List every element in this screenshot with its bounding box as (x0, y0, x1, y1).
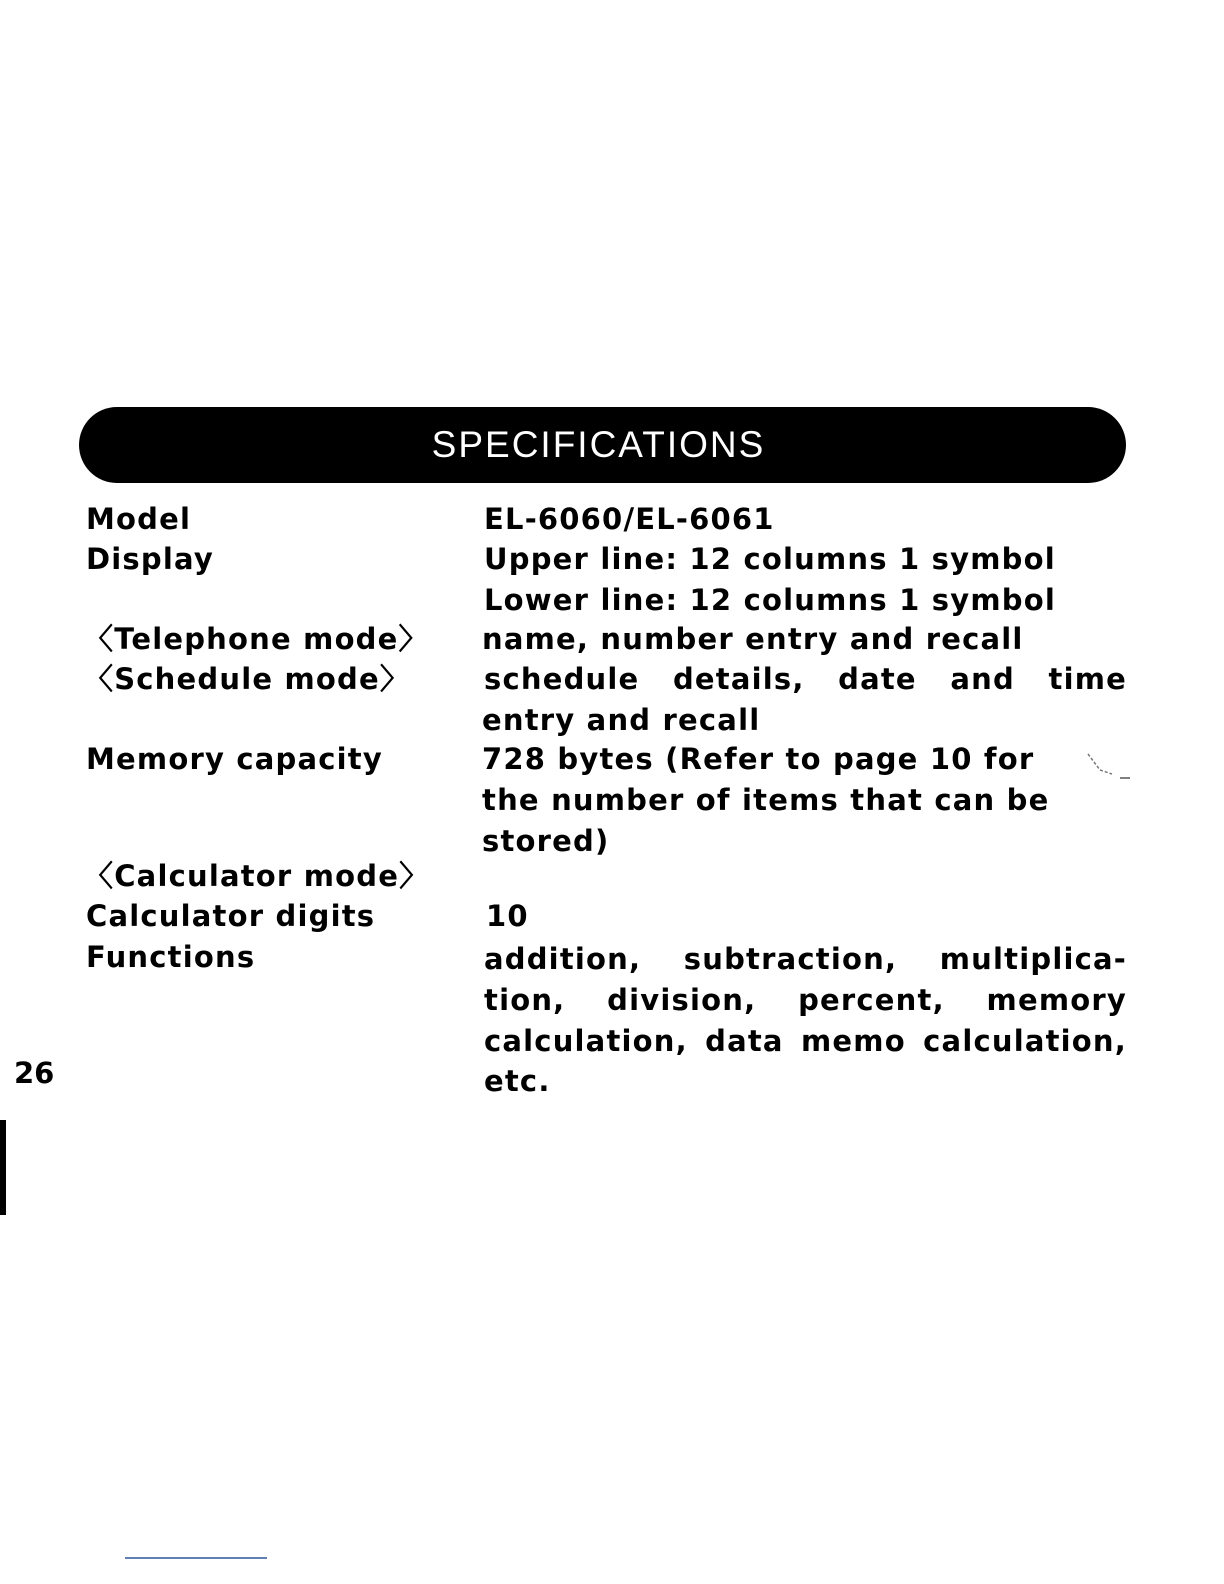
functions-value-line-2-text: tion, division, percent, memory (484, 983, 1127, 1017)
memory-capacity-label: Memory capacity (86, 742, 383, 776)
memory-capacity-value-line-3: stored) (482, 824, 610, 858)
schedule-mode-value-line-2: entry and recall (482, 703, 761, 737)
memory-capacity-value-line-2: the number of items that can be (482, 783, 1050, 817)
scan-mark (1086, 752, 1132, 782)
schedule-mode-label: 〈Schedule mode〉 (84, 662, 411, 696)
display-label: Display (86, 542, 214, 576)
bottom-rule (125, 1557, 267, 1559)
calculator-digits-value: 10 (486, 899, 529, 933)
margin-bar (0, 1120, 6, 1215)
model-value: EL-6060/EL-6061 (484, 502, 775, 536)
memory-capacity-value-line-1: 728 bytes (Refer to page 10 for (482, 742, 1035, 776)
calculator-digits-label: Calculator digits (86, 899, 376, 933)
functions-value-line-2 (484, 983, 1127, 1017)
functions-value-line-1 (484, 942, 1127, 976)
functions-value-line-4: etc. (484, 1064, 551, 1098)
schedule-mode-value-line-1-text: schedule details, date and time (484, 662, 1127, 696)
model-label: Model (86, 502, 192, 536)
specifications-header (79, 407, 1126, 483)
page-title: SPECIFICATIONS (431, 424, 766, 465)
schedule-mode-value-line-1 (484, 662, 1127, 696)
telephone-mode-value: name, number entry and recall (482, 622, 1024, 656)
functions-value-line-1-text: addition, subtraction, multiplica- (484, 942, 1127, 976)
functions-value-line-3-text: calculation, data memo calculation, (484, 1024, 1127, 1058)
functions-value-line-3 (484, 1024, 1127, 1058)
display-upper-line: Upper line: 12 columns 1 symbol (484, 542, 1056, 576)
page-number: 26 (14, 1056, 55, 1090)
display-lower-line: Lower line: 12 columns 1 symbol (484, 583, 1057, 617)
telephone-mode-label: 〈Telephone mode〉 (84, 622, 429, 656)
calculator-mode-label: 〈Calculator mode〉 (84, 859, 430, 893)
functions-label: Functions (86, 940, 256, 974)
